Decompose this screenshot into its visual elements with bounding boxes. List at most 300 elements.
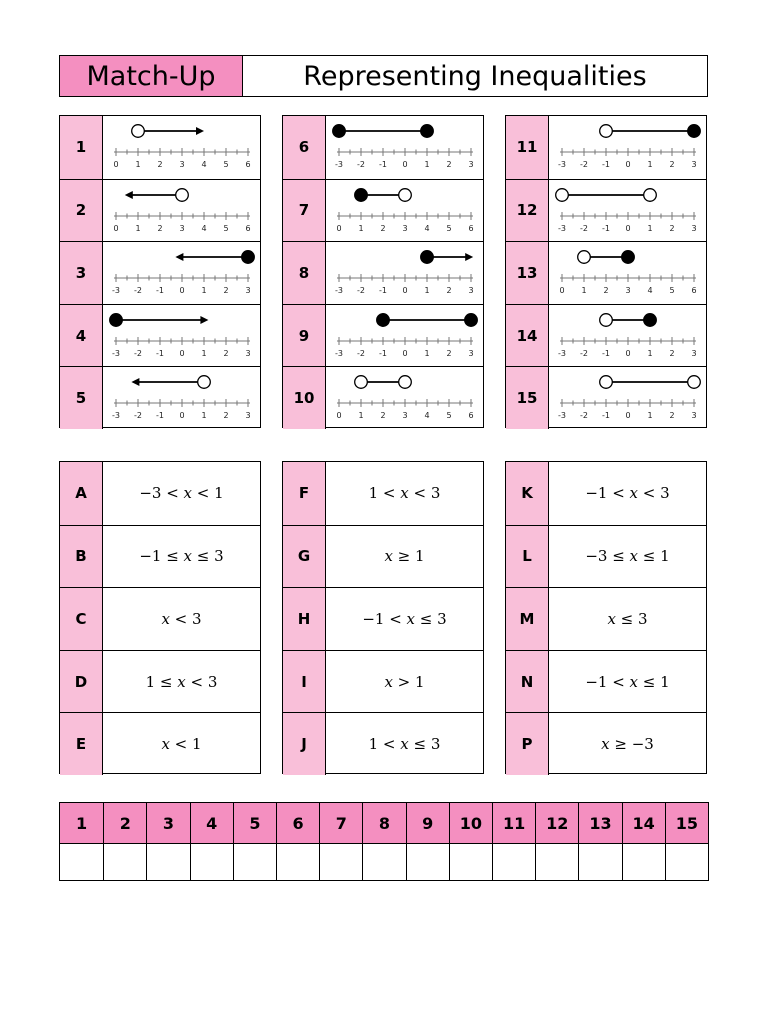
number-line-row bbox=[60, 304, 260, 367]
number-line-diagram bbox=[103, 180, 261, 242]
tick-label: 2 bbox=[669, 223, 675, 233]
number-line-row bbox=[283, 304, 483, 367]
answer-box[interactable] bbox=[147, 844, 189, 882]
inequality-expression: 𝑥 < 3 bbox=[161, 609, 202, 628]
answer-box[interactable] bbox=[536, 844, 578, 882]
tick-label: -3 bbox=[558, 411, 566, 421]
inequality-row bbox=[283, 712, 483, 775]
answer-column bbox=[146, 803, 189, 880]
tick-label: 1 bbox=[201, 348, 207, 358]
tick-label: -3 bbox=[112, 411, 120, 421]
answer-column bbox=[190, 803, 233, 880]
open-endpoint bbox=[600, 376, 613, 389]
number-line-diagram bbox=[326, 367, 484, 429]
tick-label: 3 bbox=[468, 160, 474, 169]
closed-endpoint bbox=[688, 125, 701, 138]
tick-label: 2 bbox=[603, 286, 609, 296]
number-line-row bbox=[506, 116, 706, 179]
inequality-label: M bbox=[506, 588, 549, 650]
number-line-row bbox=[283, 116, 483, 179]
number-line-diagram bbox=[549, 180, 707, 242]
open-endpoint bbox=[399, 376, 412, 389]
inequality-cell bbox=[103, 651, 260, 713]
tick-label: 1 bbox=[135, 160, 141, 169]
number-line-row bbox=[60, 241, 260, 304]
inequality-label: D bbox=[60, 651, 103, 713]
tick-label: 0 bbox=[625, 160, 631, 169]
inequality-cell bbox=[326, 526, 483, 588]
tick-label: 1 bbox=[201, 411, 207, 421]
tick-label: 4 bbox=[424, 223, 430, 233]
number-line-row bbox=[506, 179, 706, 242]
answer-column bbox=[319, 803, 362, 880]
answer-number: 5 bbox=[234, 803, 276, 844]
tick-label: 3 bbox=[245, 286, 251, 296]
tick-label: 1 bbox=[135, 223, 141, 233]
number-line-row bbox=[60, 116, 260, 179]
number-line-cell bbox=[326, 180, 483, 242]
answer-column bbox=[103, 803, 146, 880]
inequality-expression: 𝑥 ≥ −3 bbox=[601, 735, 654, 754]
answer-column bbox=[233, 803, 276, 880]
answer-column bbox=[449, 803, 492, 880]
tick-label: 5 bbox=[669, 286, 675, 296]
tick-label: 3 bbox=[179, 160, 185, 169]
answer-column bbox=[60, 803, 103, 880]
inequality-cell bbox=[326, 713, 483, 775]
answer-box[interactable] bbox=[493, 844, 535, 882]
inequality-label: K bbox=[506, 462, 549, 525]
closed-endpoint bbox=[355, 188, 368, 201]
inequality-expression: −1 ≤ 𝑥 ≤ 3 bbox=[139, 547, 224, 566]
tick-label: -1 bbox=[379, 286, 387, 296]
worksheet-title: Representing Inequalities bbox=[303, 60, 647, 92]
number-line-label: 3 bbox=[60, 242, 103, 304]
number-line-row bbox=[506, 241, 706, 304]
answer-number: 1 bbox=[60, 803, 103, 844]
arrow-left-head bbox=[131, 378, 139, 386]
tick-label: -2 bbox=[134, 348, 142, 358]
answer-grid bbox=[59, 802, 709, 881]
inequality-expression: 1 ≤ 𝑥 < 3 bbox=[145, 672, 218, 691]
open-endpoint bbox=[355, 376, 368, 389]
inequality-cell bbox=[326, 588, 483, 650]
inequality-row bbox=[283, 462, 483, 525]
number-line-diagram bbox=[549, 367, 707, 429]
tick-label: -2 bbox=[580, 160, 588, 169]
inequality-label: N bbox=[506, 651, 549, 713]
number-line-cell bbox=[326, 242, 483, 304]
closed-endpoint bbox=[622, 251, 635, 264]
tick-label: 2 bbox=[446, 286, 452, 296]
inequality-row bbox=[506, 650, 706, 713]
tick-label: 2 bbox=[223, 411, 229, 421]
tick-label: 0 bbox=[625, 223, 631, 233]
tick-label: 2 bbox=[669, 411, 675, 421]
tick-label: 3 bbox=[691, 348, 697, 358]
number-line-row bbox=[60, 179, 260, 242]
tick-label: 0 bbox=[402, 160, 408, 169]
tick-label: 0 bbox=[402, 286, 408, 296]
number-line-label: 4 bbox=[60, 305, 103, 367]
inequality-expression: −3 < 𝑥 < 1 bbox=[139, 484, 224, 503]
inequality-panel bbox=[59, 461, 261, 774]
answer-number: 9 bbox=[407, 803, 449, 844]
number-line-row bbox=[506, 366, 706, 429]
inequality-label: P bbox=[506, 713, 549, 775]
number-line-label: 8 bbox=[283, 242, 326, 304]
number-line-row bbox=[283, 366, 483, 429]
inequality-row bbox=[506, 525, 706, 588]
number-line-cell bbox=[326, 305, 483, 367]
tick-label: 2 bbox=[446, 160, 452, 169]
closed-endpoint bbox=[333, 125, 346, 138]
answer-column bbox=[362, 803, 405, 880]
answer-box[interactable] bbox=[104, 844, 146, 882]
tick-label: 2 bbox=[157, 160, 163, 169]
inequality-row bbox=[60, 650, 260, 713]
closed-endpoint bbox=[644, 313, 657, 326]
arrow-right-head bbox=[465, 253, 473, 261]
number-line-cell bbox=[549, 305, 706, 367]
number-line-label: 14 bbox=[506, 305, 549, 367]
inequality-row bbox=[283, 525, 483, 588]
tick-label: 2 bbox=[157, 223, 163, 233]
tick-label: 0 bbox=[113, 223, 119, 233]
tick-label: 5 bbox=[223, 223, 229, 233]
tick-label: -2 bbox=[357, 348, 365, 358]
tick-label: 2 bbox=[223, 286, 229, 296]
inequality-cell bbox=[549, 588, 706, 650]
inequality-expression: −3 ≤ 𝑥 ≤ 1 bbox=[585, 547, 670, 566]
tick-label: 1 bbox=[424, 286, 430, 296]
number-line-row bbox=[60, 366, 260, 429]
tick-label: 1 bbox=[581, 286, 587, 296]
tick-label: 4 bbox=[647, 286, 653, 296]
inequality-label: H bbox=[283, 588, 326, 650]
answer-box[interactable] bbox=[450, 844, 492, 882]
tick-label: 1 bbox=[647, 411, 653, 421]
tick-label: -2 bbox=[357, 286, 365, 296]
tick-label: -1 bbox=[602, 160, 610, 169]
tick-label: 0 bbox=[179, 286, 185, 296]
tick-label: 3 bbox=[625, 286, 631, 296]
tick-label: 2 bbox=[669, 348, 675, 358]
answer-number: 11 bbox=[493, 803, 535, 844]
tick-label: -1 bbox=[156, 411, 164, 421]
tick-label: -3 bbox=[558, 348, 566, 358]
number-line-label: 7 bbox=[283, 180, 326, 242]
answer-column bbox=[276, 803, 319, 880]
answer-box[interactable] bbox=[320, 844, 362, 882]
answer-number: 12 bbox=[536, 803, 578, 844]
answer-number: 15 bbox=[666, 803, 708, 844]
tick-label: 5 bbox=[223, 160, 229, 169]
tick-label: 4 bbox=[424, 411, 430, 421]
tick-label: 2 bbox=[223, 348, 229, 358]
inequality-expression: 𝑥 > 1 bbox=[384, 672, 425, 691]
closed-endpoint bbox=[421, 125, 434, 138]
inequality-row bbox=[60, 462, 260, 525]
arrow-left-head bbox=[175, 253, 183, 261]
number-line-cell bbox=[103, 242, 260, 304]
tick-label: -3 bbox=[112, 286, 120, 296]
tick-label: 0 bbox=[559, 286, 565, 296]
number-line-cell bbox=[549, 242, 706, 304]
number-line-cell bbox=[549, 180, 706, 242]
number-line-diagram bbox=[103, 367, 261, 429]
tick-label: 1 bbox=[201, 286, 207, 296]
tick-label: 1 bbox=[358, 411, 364, 421]
inequality-label: G bbox=[283, 526, 326, 588]
number-line-cell bbox=[326, 116, 483, 179]
tick-label: -2 bbox=[134, 286, 142, 296]
tick-label: 4 bbox=[201, 160, 207, 169]
tick-label: 3 bbox=[245, 348, 251, 358]
tick-label: -2 bbox=[357, 160, 365, 169]
inequality-label: A bbox=[60, 462, 103, 525]
tick-label: 3 bbox=[179, 223, 185, 233]
inequality-cell bbox=[326, 462, 483, 525]
inequality-cell bbox=[549, 651, 706, 713]
inequality-label: B bbox=[60, 526, 103, 588]
answer-number: 2 bbox=[104, 803, 146, 844]
number-line-row bbox=[283, 179, 483, 242]
tick-label: 0 bbox=[179, 411, 185, 421]
tick-label: -3 bbox=[335, 160, 343, 169]
tick-label: -3 bbox=[112, 348, 120, 358]
tick-label: -2 bbox=[134, 411, 142, 421]
number-line-cell bbox=[549, 367, 706, 429]
inequality-row bbox=[60, 525, 260, 588]
answer-number: 6 bbox=[277, 803, 319, 844]
tick-label: -2 bbox=[580, 411, 588, 421]
number-line-diagram bbox=[103, 305, 261, 367]
tick-label: 0 bbox=[402, 348, 408, 358]
tick-label: -1 bbox=[156, 348, 164, 358]
inequality-cell bbox=[103, 462, 260, 525]
number-line-label: 6 bbox=[283, 116, 326, 179]
tick-label: 3 bbox=[468, 348, 474, 358]
inequality-expression: −1 < 𝑥 < 3 bbox=[585, 484, 670, 503]
answer-box[interactable] bbox=[407, 844, 449, 882]
inequality-panel bbox=[505, 461, 707, 774]
number-line-diagram bbox=[103, 242, 261, 304]
tick-label: 1 bbox=[647, 348, 653, 358]
number-line-label: 15 bbox=[506, 367, 549, 429]
inequality-row bbox=[506, 712, 706, 775]
tick-label: 1 bbox=[647, 160, 653, 169]
tick-label: 2 bbox=[380, 223, 386, 233]
answer-number: 3 bbox=[147, 803, 189, 844]
open-endpoint bbox=[600, 313, 613, 326]
inequality-cell bbox=[326, 651, 483, 713]
inequality-cell bbox=[549, 713, 706, 775]
tick-label: 3 bbox=[691, 160, 697, 169]
closed-endpoint bbox=[110, 313, 123, 326]
closed-endpoint bbox=[465, 313, 478, 326]
inequality-label: C bbox=[60, 588, 103, 650]
inequality-label: F bbox=[283, 462, 326, 525]
number-line-label: 13 bbox=[506, 242, 549, 304]
number-line-row bbox=[506, 304, 706, 367]
answer-number: 8 bbox=[363, 803, 405, 844]
tick-label: 1 bbox=[424, 160, 430, 169]
arrow-right-head bbox=[200, 316, 208, 324]
answer-box[interactable] bbox=[666, 844, 708, 882]
answer-box[interactable] bbox=[191, 844, 233, 882]
number-line-diagram bbox=[549, 242, 707, 304]
tick-label: 3 bbox=[402, 223, 408, 233]
tick-label: 0 bbox=[625, 411, 631, 421]
number-line-label: 10 bbox=[283, 367, 326, 429]
number-line-label: 9 bbox=[283, 305, 326, 367]
tick-label: 1 bbox=[358, 223, 364, 233]
answer-number: 10 bbox=[450, 803, 492, 844]
tick-label: -3 bbox=[558, 160, 566, 169]
tick-label: 2 bbox=[669, 160, 675, 169]
arrow-right-head bbox=[196, 127, 204, 135]
inequality-label: L bbox=[506, 526, 549, 588]
open-endpoint bbox=[399, 188, 412, 201]
inequality-label: I bbox=[283, 651, 326, 713]
closed-endpoint bbox=[421, 251, 434, 264]
tick-label: 2 bbox=[380, 411, 386, 421]
inequality-row bbox=[60, 712, 260, 775]
tick-label: 6 bbox=[691, 286, 697, 296]
inequality-cell bbox=[103, 713, 260, 775]
number-line-label: 1 bbox=[60, 116, 103, 179]
tick-label: -1 bbox=[379, 160, 387, 169]
tick-label: 2 bbox=[446, 348, 452, 358]
tick-label: -1 bbox=[156, 286, 164, 296]
tick-label: 3 bbox=[691, 223, 697, 233]
closed-endpoint bbox=[377, 313, 390, 326]
tick-label: -1 bbox=[602, 411, 610, 421]
inequality-expression: 𝑥 ≤ 3 bbox=[607, 609, 648, 628]
closed-endpoint bbox=[242, 251, 255, 264]
tick-label: 5 bbox=[446, 411, 452, 421]
answer-box[interactable] bbox=[234, 844, 276, 882]
tick-label: 5 bbox=[446, 223, 452, 233]
tick-label: 3 bbox=[245, 411, 251, 421]
answer-box[interactable] bbox=[363, 844, 405, 882]
tick-label: 0 bbox=[113, 160, 119, 169]
number-line-diagram bbox=[326, 242, 484, 304]
answer-column bbox=[622, 803, 665, 880]
tick-label: 3 bbox=[402, 411, 408, 421]
inequality-row bbox=[283, 650, 483, 713]
tick-label: -3 bbox=[558, 223, 566, 233]
inequality-cell bbox=[103, 588, 260, 650]
inequality-expression: −1 < 𝑥 ≤ 3 bbox=[362, 609, 447, 628]
open-endpoint bbox=[176, 188, 189, 201]
answer-box[interactable] bbox=[277, 844, 319, 882]
inequality-expression: −1 < 𝑥 ≤ 1 bbox=[585, 672, 670, 691]
open-endpoint bbox=[132, 125, 145, 138]
open-endpoint bbox=[644, 188, 657, 201]
number-line-cell bbox=[103, 305, 260, 367]
inequality-row bbox=[506, 587, 706, 650]
answer-column bbox=[492, 803, 535, 880]
inequality-row bbox=[60, 587, 260, 650]
number-line-row bbox=[283, 241, 483, 304]
tick-label: 0 bbox=[336, 411, 342, 421]
inequality-cell bbox=[549, 462, 706, 525]
answer-number: 14 bbox=[623, 803, 665, 844]
answer-box[interactable] bbox=[60, 844, 103, 882]
answer-number: 7 bbox=[320, 803, 362, 844]
number-line-panel bbox=[505, 115, 707, 428]
answer-column bbox=[406, 803, 449, 880]
tick-label: 3 bbox=[691, 411, 697, 421]
number-line-cell bbox=[103, 367, 260, 429]
tick-label: 1 bbox=[424, 348, 430, 358]
inequality-cell bbox=[549, 526, 706, 588]
number-line-cell bbox=[103, 116, 260, 179]
number-line-panel bbox=[282, 115, 484, 428]
number-line-label: 12 bbox=[506, 180, 549, 242]
inequality-label: E bbox=[60, 713, 103, 775]
answer-number: 13 bbox=[579, 803, 621, 844]
number-line-cell bbox=[326, 367, 483, 429]
tick-label: -1 bbox=[602, 348, 610, 358]
open-endpoint bbox=[600, 125, 613, 138]
number-line-panel bbox=[59, 115, 261, 428]
tick-label: 6 bbox=[245, 223, 251, 233]
tick-label: 6 bbox=[468, 411, 474, 421]
answer-box[interactable] bbox=[579, 844, 621, 882]
tick-label: -3 bbox=[335, 286, 343, 296]
answer-column bbox=[578, 803, 621, 880]
answer-number: 4 bbox=[191, 803, 233, 844]
header-tag: Match-Up bbox=[60, 56, 243, 96]
open-endpoint bbox=[556, 188, 569, 201]
number-line-label: 11 bbox=[506, 116, 549, 179]
number-line-diagram bbox=[326, 116, 484, 178]
tick-label: 6 bbox=[468, 223, 474, 233]
inequality-row bbox=[283, 587, 483, 650]
arrow-left-head bbox=[125, 191, 133, 199]
answer-box[interactable] bbox=[623, 844, 665, 882]
inequality-expression: 1 < 𝑥 < 3 bbox=[368, 484, 441, 503]
inequality-cell bbox=[103, 526, 260, 588]
tick-label: -1 bbox=[602, 223, 610, 233]
tick-label: 0 bbox=[336, 223, 342, 233]
tick-label: 0 bbox=[179, 348, 185, 358]
inequality-panel bbox=[282, 461, 484, 774]
inequality-label: J bbox=[283, 713, 326, 775]
number-line-diagram bbox=[326, 180, 484, 242]
tick-label: -2 bbox=[580, 348, 588, 358]
tick-label: -2 bbox=[580, 223, 588, 233]
tick-label: 1 bbox=[647, 223, 653, 233]
number-line-label: 5 bbox=[60, 367, 103, 429]
inequality-expression: 1 < 𝑥 ≤ 3 bbox=[368, 735, 441, 754]
inequality-expression: 𝑥 < 1 bbox=[161, 735, 202, 754]
tick-label: 3 bbox=[468, 286, 474, 296]
tick-label: 4 bbox=[201, 223, 207, 233]
number-line-cell bbox=[549, 116, 706, 179]
tick-label: -1 bbox=[379, 348, 387, 358]
inequality-expression: 𝑥 ≥ 1 bbox=[384, 547, 425, 566]
worksheet-header bbox=[59, 55, 708, 97]
number-line-diagram bbox=[549, 116, 707, 178]
answer-column bbox=[535, 803, 578, 880]
inequality-row bbox=[506, 462, 706, 525]
open-endpoint bbox=[198, 376, 211, 389]
number-line-diagram bbox=[326, 305, 484, 367]
